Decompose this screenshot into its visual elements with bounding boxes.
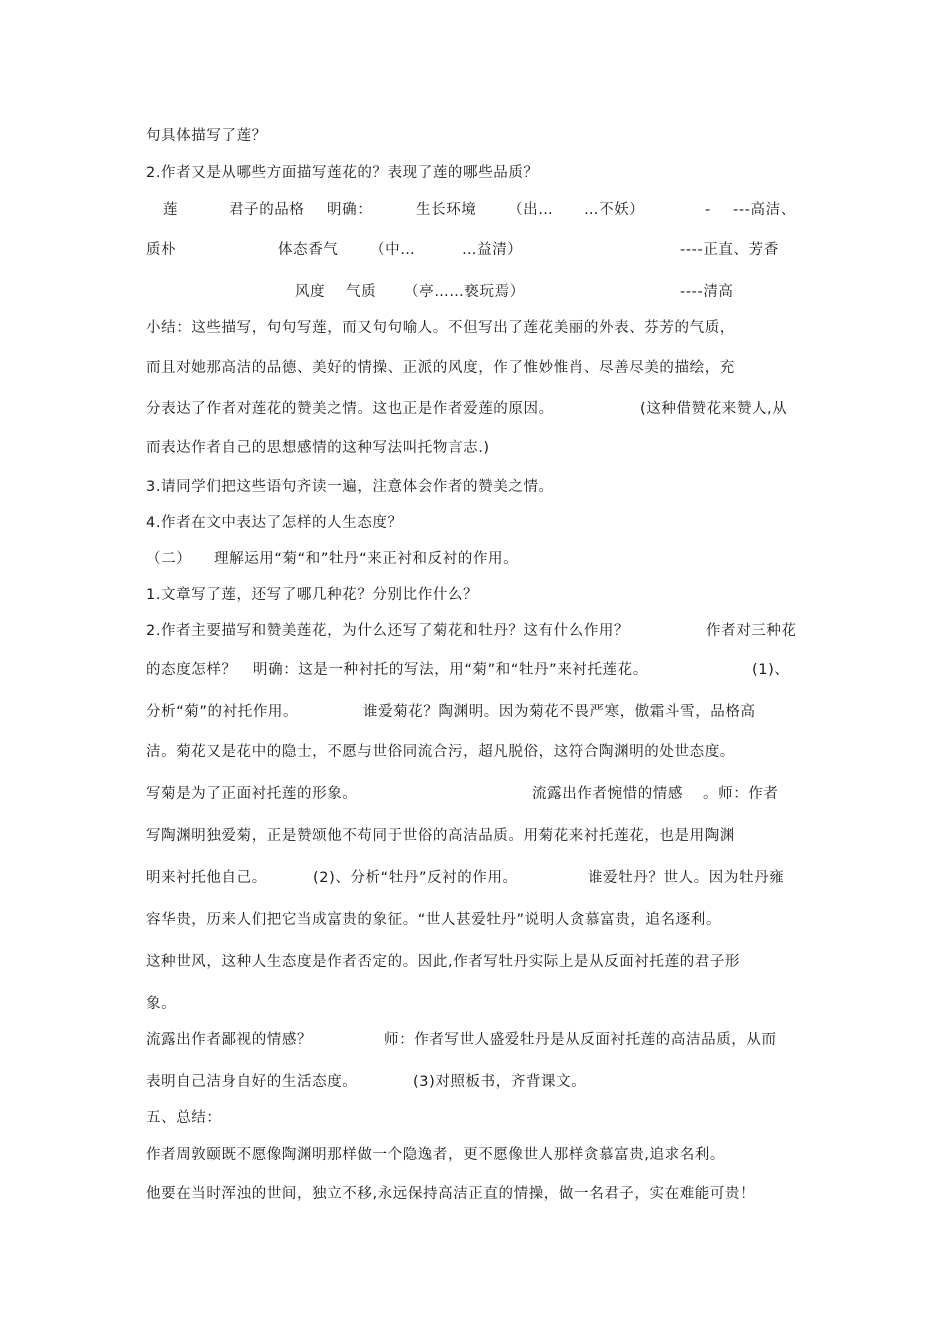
text-line: (2)、分析“牡丹”反衬的作用。 bbox=[313, 870, 518, 886]
text-line: 写陶渊明独爱菊，正是赞颂他不苟同于世俗的高洁品质。用菊花来衬托莲花，也是用陶渊 bbox=[146, 828, 735, 844]
text-line: …益清） bbox=[462, 242, 523, 258]
section-heading: 五、总结： bbox=[146, 1110, 222, 1126]
text-line: 象。 bbox=[146, 996, 177, 1012]
text-line: 流露出作者鄙视的情感？ bbox=[146, 1032, 313, 1048]
text-line: 4.作者在文中表达了怎样的人生态度？ bbox=[146, 515, 403, 531]
text-line: 作者周敦颐既不愿像陶渊明那样做一个隐逸者，更不愿像世人那样贪慕富贵,追求名利。 bbox=[146, 1147, 726, 1163]
text-line: (1)、 bbox=[752, 662, 790, 678]
text-line: 2.作者又是从哪些方面描写莲花的？表现了莲的哪些品质？ bbox=[146, 165, 539, 181]
text-line: 小结：这些描写，句句写莲，而又句句喻人。不但写出了莲花美丽的外表、芬芳的气质， bbox=[146, 320, 735, 336]
text-line: 的态度怎样？ bbox=[146, 662, 237, 678]
text-line: 容华贵，历来人们把它当成富贵的象征。“世人甚爱牡丹”说明人贪慕富贵，追名逐利。 bbox=[146, 912, 721, 928]
text-line: 而且对她那高洁的品德、美好的情操、正派的风度，作了惟妙惟肖、尽善尽美的描绘，充 bbox=[146, 360, 735, 376]
text-line: 。师：作者 bbox=[703, 786, 779, 802]
text-line: 分析“菊”的衬托作用。 bbox=[146, 704, 299, 720]
text-line: (这种借赞花来赞人,从 bbox=[640, 401, 788, 417]
text-line: 师：作者写世人盛爱牡丹是从反面衬托莲的高洁品质，从而 bbox=[384, 1032, 777, 1048]
text-line: 明来衬托他自己。 bbox=[146, 870, 267, 886]
text-line: 质朴 bbox=[146, 242, 177, 258]
text-line: （出… bbox=[508, 202, 554, 218]
text-line: ---高洁、 bbox=[733, 202, 796, 218]
text-line: ----正直、芳香 bbox=[680, 242, 779, 258]
text-line: 流露出作者惋惜的情感 bbox=[532, 786, 683, 802]
text-line: ----清高 bbox=[680, 284, 734, 300]
text-line: …不妖） bbox=[584, 202, 645, 218]
text-line: 作者对三种花 bbox=[706, 623, 797, 639]
text-line: 生长环境 bbox=[416, 202, 477, 218]
text-line: (3)对照板书，齐背课文。 bbox=[413, 1074, 587, 1090]
text-line: - bbox=[705, 202, 711, 218]
text-line: 谁爱牡丹？世人。因为牡丹雍 bbox=[588, 870, 785, 886]
text-line: 2.作者主要描写和赞美莲花，为什么还写了菊花和牡丹？这有什么作用？ bbox=[146, 623, 630, 639]
text-line: （中… bbox=[370, 242, 416, 258]
text-line: （亭……亵玩焉） bbox=[404, 284, 525, 300]
text-line: （二） bbox=[146, 551, 192, 567]
text-line: 明确：这是一种衬托的写法，用“菊”和“牡丹”来衬托莲花。 bbox=[253, 662, 648, 678]
text-line: 风度 bbox=[295, 284, 326, 300]
text-line: 而表达作者自己的思想感情的这种写法叫托物言志.) bbox=[146, 440, 490, 456]
text-line: 体态香气 bbox=[278, 242, 339, 258]
text-line: 3.请同学们把这些语句齐读一遍，注意体会作者的赞美之情。 bbox=[146, 479, 554, 495]
text-line: 莲 bbox=[163, 202, 179, 218]
text-line: 他要在当时浑浊的世间，独立不移,永远保持高洁正直的情操，做一名君子，实在难能可贵！ bbox=[146, 1186, 756, 1202]
text-line: 明确： bbox=[327, 202, 373, 218]
text-line: 句具体描写了莲？ bbox=[146, 128, 267, 144]
text-line: 表明自己洁身自好的生活态度。 bbox=[146, 1074, 358, 1090]
text-line: 这种世风，这种人生态度是作者否定的。因此,作者写牡丹实际上是从反面衬托莲的君子形 bbox=[146, 954, 741, 970]
text-line: 谁爱菊花？陶渊明。因为菊花不畏严寒，傲霜斗雪，品格高 bbox=[363, 704, 756, 720]
text-line: 洁。菊花又是花中的隐士，不愿与世俗同流合污，超凡脱俗，这符合陶渊明的处世态度。 bbox=[146, 744, 735, 760]
text-line: 气质 bbox=[346, 284, 377, 300]
text-line: 理解运用“菊“和”牡丹“来正衬和反衬的作用。 bbox=[214, 551, 519, 567]
text-line: 写菊是为了正面衬托莲的形象。 bbox=[146, 786, 358, 802]
text-line: 1.文章写了莲，还写了哪几种花？分别比作什么？ bbox=[146, 587, 479, 603]
text-line: 君子的品格 bbox=[229, 202, 305, 218]
text-line: 分表达了作者对莲花的赞美之情。这也正是作者爱莲的原因。 bbox=[146, 401, 554, 417]
